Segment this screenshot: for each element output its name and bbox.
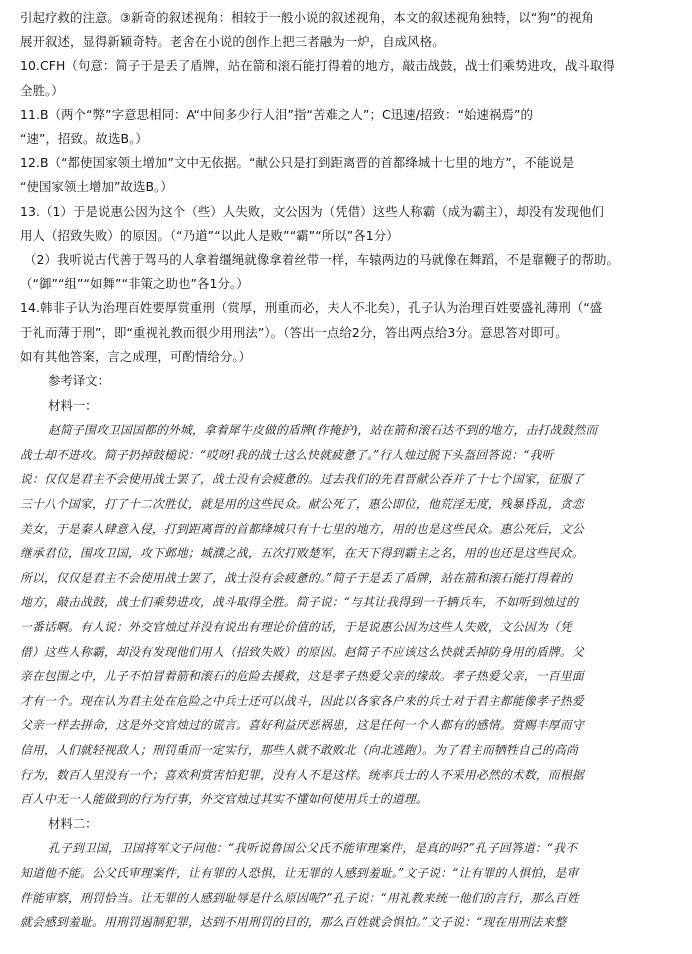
translation-line: 借）这些人称霸，却没有发现他们用人（招致失败）的原因。赵简子不应该这么快就丢掉防身用的盾牌。父 — [20, 644, 584, 659]
translation-line: 继承君位，围攻卫国，攻下邺地；城濮之战，五次打败楚军，在天下得到霸主之名，用的也还是这些民众。 — [20, 546, 584, 561]
material-one-translation — [20, 418, 678, 812]
translation-line: 赵简子围攻卫国国都的外城，拿着犀牛皮做的盾牌(作掩护)，站在箭和滚石达不到的地方，击打战鼓然而 — [48, 423, 598, 438]
translation-line: 地方，敲击战鼓，战士们乘势进攻，战斗取得全胜。简子说：“与其让我得到一千辆兵车，不如听到烛过的 — [20, 595, 579, 610]
translation-line: 三十八个国家，打了十二次胜仗，就是用的这些民众。献公死了，惠公即位，他荒淫无度，残暴昏乱，贪恋 — [20, 497, 584, 512]
answer-line: 14.韩非子认为治理百姓要厚赏重刑（赏厚，刑重而必，夫人不北矣），孔子认为治理百姓要盛礼薄刑（“盛 — [20, 300, 603, 316]
translation-line: 父亲一样去拼命，这是外交官烛过的谎言。喜好利益厌恶祸患，这是任何一个人都有的感情。赏赐丰厚而守 — [20, 718, 584, 733]
answer-line: “速”，招致。故选B。） — [20, 131, 148, 147]
translation-line: 就会感到羞耻。用刑罚遏制犯罪，达到不用刑罚的目的，那么百姓就会惧怕。”文子说：“现在用刑法来整 — [20, 915, 567, 930]
answer-line: 10.CFH（句意：简子于是丢了盾牌，站在箭和滚石能打得着的地方，敲击战鼓，战士们乘势进攻，战斗取得 — [20, 58, 615, 74]
translation-line: 知道他不能。公父氏审理案件，让有罪的人恐惧，让无罪的人感到羞耻。”文子说：“让有罪的人惧怕，是审 — [20, 865, 579, 880]
translation-line: 说：仅仅是君主不会使用战士罢了，战士没有会疲惫的。过去我们的先君晋献公吞并了十七个国家，征服了 — [20, 472, 584, 487]
answer-line: 于礼而薄于刑”，即“重视礼教而很少用刑法”）。（答出一点给2分，答出两点给3分。意思答对即可。 — [20, 324, 568, 340]
translation-line: 信用，人们就轻视敌人；刑罚重而一定实行，那些人就不敢败北（向北逃跑）。为了君主而牺牲自己的高尚 — [20, 742, 578, 757]
answer-line: 如有其他答案，言之成理，可酌情给分。） — [20, 348, 252, 364]
translation-line: 一番话啊。有人说：外交官烛过并没有说出有理论价值的话，于是说惠公因为这些人失败，文公因为（凭 — [20, 619, 572, 634]
answer-line: 引起疗救的注意。③新奇的叙述视角：相较于一般小说的叙述视角，本文的叙述视角独特，以“狗”的视角 — [20, 10, 594, 25]
translation-line: 亲在包围之中，儿子不怕冒着箭和滚石的危险去援救，这是孝子热爱父亲的缘故。孝子热爱父亲，一百里面 — [20, 669, 584, 684]
answer-line: （“御”“组”“如舞”“非策之助也”各1分。） — [20, 276, 249, 292]
material-one-heading: 材料一： — [48, 397, 98, 413]
translation-line: 所以，仅仅是君主不会使用战士罢了，战士没有会疲惫的。”简子于是丢了盾牌，站在箭和滚石能打得着的 — [20, 570, 573, 585]
translation-line: 百人中无一人能做到的行为行事，外交官烛过其实不懂如何使用兵士的道理。 — [20, 792, 428, 807]
answer-line: 用人（招致失败）的原因。（“乃道”“以此人是败”“霸”“所以”各1分） — [20, 227, 399, 243]
translation-line: 才有一个。现在认为君主处在危险之中兵士还可以战斗，因此以各家各户来的兵士对于君主都能像孝子热爱 — [20, 693, 584, 708]
answer-line: 全胜。） — [20, 82, 64, 98]
answer-line: 12.B（“都使国家领土增加”文中无依据。“献公只是打到距离晋的首都绛城十七里的地方”，不能说是 — [20, 155, 575, 171]
material-two-heading: 材料二： — [48, 815, 98, 831]
reference-translation-heading: 参考译文： — [48, 373, 110, 389]
translation-line: 战士却不进攻。简子扔掉鼓槌说：“哎呀!我的战士这么快就疲惫了。”行人烛过脱下头盔回答说：“我听 — [20, 447, 554, 462]
answer-line: 11.B（两个“弊”字意思相同：A“中间多少行人泪”指“苦难之人”；C迅速/招致：“始速祸焉”的 — [20, 106, 533, 122]
answer-line: 展开叙述，显得新颖奇特。老舍在小说的创作上把三者融为一炉，自成风格。 — [20, 34, 445, 50]
answer-line: （2）我听说古代善于驾马的人拿着缰绳就像拿着丝带一样，车辕两边的马就像在舞蹈，不是靠鞭子的帮助。 — [24, 252, 620, 268]
translation-line: 美女，于是秦人肆意入侵，打到距离晋的首都绛城只有十七里的地方，用的也是这些民众。惠公死后，文公 — [20, 521, 584, 536]
answer-line: 13.（1）于是说惠公因为这个（些）人失败，文公因为（凭借）这些人称霸（成为霸主），却没有发现他们 — [20, 203, 604, 219]
answer-key-section — [20, 6, 678, 369]
material-two-translation — [20, 836, 678, 934]
answer-line: “使国家领土增加”故选B。） — [20, 179, 173, 195]
translation-line: 件能审察，刑罚恰当。让无罪的人感到耻辱是什么原因呢?”孔子说：“用礼教来统一他们的言行，那么百姓 — [20, 890, 579, 905]
translation-line: 行为，数百人里没有一个；喜欢利赏害怕犯罪，没有人不是这样。统率兵士的人不采用必然的术数，而根据 — [20, 767, 584, 782]
translation-line: 孔子到卫国，卫国将军文子问他：“我听说鲁国公父氏不能审理案件，是真的吗?”孔子回答道：“我不 — [48, 841, 578, 856]
